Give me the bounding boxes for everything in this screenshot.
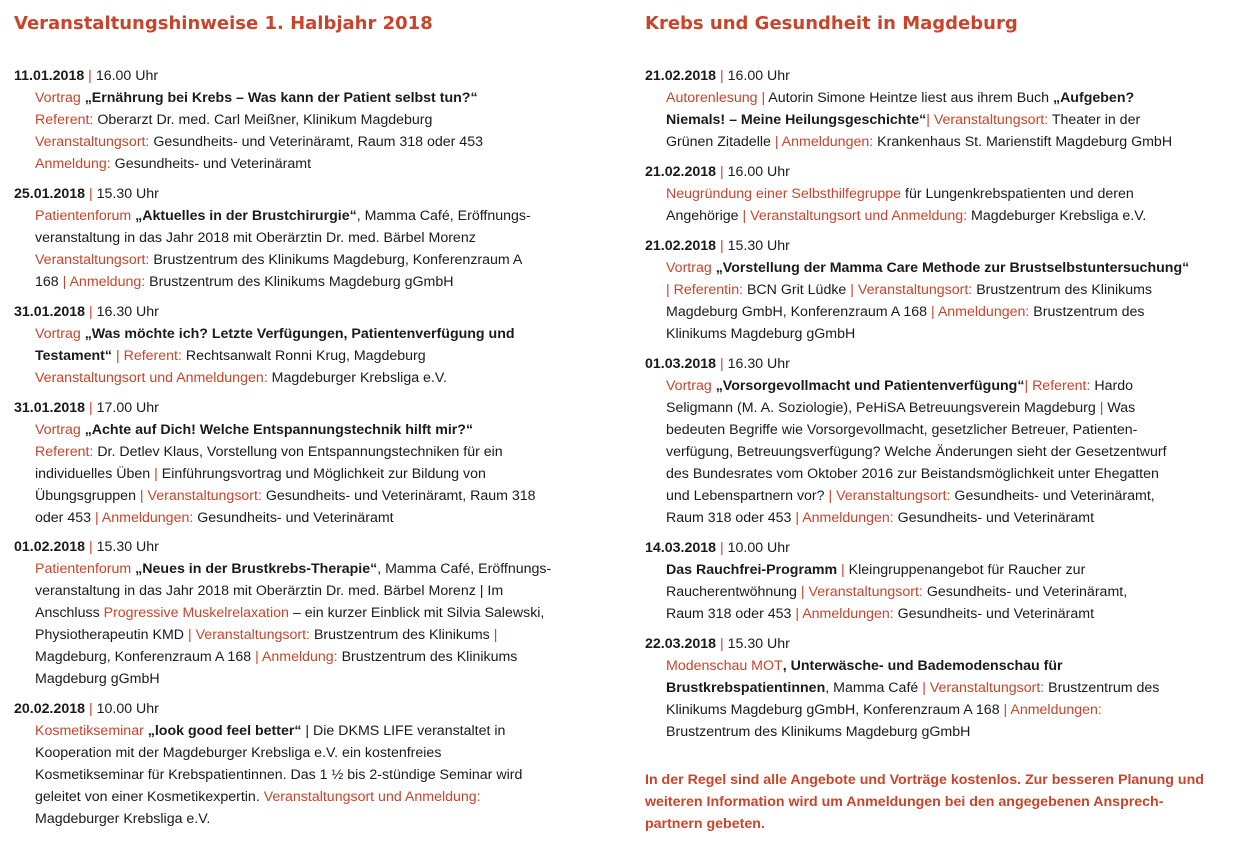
event-time: 15.30 Uhr (727, 238, 790, 254)
event-title: „Vorsorgevollmacht und Patientenverfügung“ (715, 378, 1025, 394)
field-label: Veranstaltungsort und Anmeldung: (263, 789, 481, 805)
event-date-line (645, 235, 1230, 257)
field-label: | Referentin: (666, 282, 747, 298)
event-description (645, 655, 1230, 743)
field-label: Veranstaltungsort und Anmeldungen: (35, 370, 272, 386)
field-label: Neugründung einer Selbsthilfegruppe (666, 186, 905, 202)
event-text: Gesundheits- und Veterinäramt, (954, 488, 1155, 504)
event-text: Raucherentwöhnung (666, 584, 801, 600)
event-text: und Lebenspartnern vor? (666, 488, 829, 504)
separator: | (84, 68, 96, 84)
field-label: | (841, 562, 849, 578)
event-description (645, 375, 1230, 529)
field-label: | Veranstaltungsort: (850, 282, 977, 298)
separator: | (716, 164, 728, 180)
event-entry (645, 537, 1230, 625)
event-time: 16.00 Uhr (95, 68, 159, 84)
event-text: Anschluss (35, 605, 104, 621)
event-text: Brustzentrum des Klinikums Magdeburg gGmbH (666, 724, 971, 740)
event-title: Niemals! – Meine Heilungsgeschichte“ (666, 112, 927, 128)
event-text: BCN Grit Lüdke (746, 282, 851, 298)
event-text: individuelles Üben (35, 466, 155, 482)
field-label: Autorenlesung | (666, 90, 769, 106)
event-time: 15.30 Uhr (727, 636, 790, 652)
event-text: 168 (35, 274, 63, 290)
field-label: | Veranstaltungsort: (800, 584, 927, 600)
event-title: , Unterwäsche- und Bademodenschau für (782, 658, 1063, 674)
event-title: „Vorstellung der Mamma Care Methode zur Brustselbstuntersuchung“ (715, 260, 1190, 276)
field-label: Vortrag (666, 378, 716, 394)
event-text: Theater in der (1051, 112, 1141, 128)
event-text: Rechtsanwalt Ronni Krug, Magdeburg (185, 348, 426, 364)
field-label: | (154, 466, 162, 482)
event-text: Raum 318 oder 453 (666, 606, 796, 622)
event-date: 20.02.2018 (14, 701, 86, 717)
event-text: Brustzentrum des Klinikums Magdeburg, Konferenzraum A (153, 252, 523, 268)
event-description (14, 720, 614, 830)
field-label: Referent: (35, 112, 98, 128)
separator: | (85, 400, 97, 416)
event-text: Physiotherapeutin KMD (35, 627, 188, 643)
field-label: | (493, 627, 498, 643)
event-text: Was (1107, 400, 1136, 416)
event-text: Magdeburg GmbH, Konferenzraum A 168 (666, 304, 931, 320)
left-section-title: Veranstaltungshinweise 1. Halbjahr 2018 (14, 13, 433, 34)
field-label: Vortrag (666, 260, 716, 276)
field-label: | Veranstaltungsort: (139, 488, 266, 504)
field-label: Vortrag (35, 422, 85, 438)
event-date-line (645, 161, 1230, 183)
event-text: Magdeburger Krebsliga e.V. (271, 370, 447, 386)
event-date: 31.01.2018 (14, 304, 86, 320)
event-date: 31.01.2018 (14, 400, 86, 416)
event-description (645, 257, 1230, 345)
field-label: | Referent: (1024, 378, 1095, 394)
event-text: , Mamma Café, Eröffnungs- (356, 208, 531, 224)
event-description (14, 205, 614, 293)
event-text: bedeuten Begriffe wie Vorsorgevollmacht, gesetzlicher Betreuer, Patienten- (666, 422, 1138, 438)
event-text: veranstaltung in das Jahr 2018 mit Oberärztin Dr. med. Bärbel Morenz | Im (35, 583, 504, 599)
field-label: | Referent: (115, 348, 186, 364)
event-time: 17.00 Uhr (96, 400, 159, 416)
event-date: 21.02.2018 (645, 164, 717, 180)
event-time: 15.30 Uhr (96, 186, 159, 202)
event-text: Kosmetikseminar für Krebspatientinnen. Das 1 ½ bis 2-stündige Seminar wird (35, 767, 523, 783)
event-text: Angehörige (666, 208, 743, 224)
footer-line: weiteren Information wird um Anmeldungen bei den angegebenen Ansprech- (645, 794, 1164, 810)
event-time: 10.00 Uhr (727, 540, 790, 556)
field-label: | Anmeldungen: (795, 510, 898, 526)
event-text: Magdeburg, Konferenzraum A 168 (35, 649, 256, 665)
event-entry (645, 161, 1230, 227)
field-label: Anmeldung: (35, 156, 115, 172)
event-text: des Bundesrates vom Oktober 2016 zur Beistandsmöglichkeit unter Ehegatten (666, 466, 1159, 482)
separator: | (716, 238, 728, 254)
event-text: Dr. Detlev Klaus, Vorstellung von Entspannungstechniken für ein (97, 444, 503, 460)
event-date: 21.02.2018 (645, 238, 717, 254)
field-label: | Veranstaltungsort: (922, 680, 1049, 696)
event-entry (14, 397, 614, 529)
event-text: Grünen Zitadelle (666, 134, 775, 150)
event-text: Brustzentrum des Klinikums (341, 649, 518, 665)
event-text: oder 453 (35, 510, 95, 526)
footer-note (645, 769, 1230, 835)
event-date-line (645, 65, 1230, 87)
event-description (645, 559, 1230, 625)
event-title: Brustkrebspatientinnen (666, 680, 826, 696)
event-text: Gesundheits- und Veterinäramt, Raum 318 (265, 488, 536, 504)
event-text: Gesundheits- und Veterinäramt (897, 606, 1095, 622)
event-title: „Aufgeben? (1052, 90, 1135, 106)
event-description (14, 87, 614, 175)
field-label: | Veranstaltungsort: (926, 112, 1052, 128)
field-label: Vortrag (35, 326, 85, 342)
event-entry (645, 353, 1230, 529)
field-label: | Anmeldungen: (94, 510, 198, 526)
event-text: – ein kurzer Einblick mit Silvia Salewski, (292, 605, 545, 621)
event-entry (14, 536, 614, 690)
event-date-line (14, 65, 614, 87)
event-title: „Neues in der Brustkrebs-Therapie“ (135, 561, 378, 577)
event-time: 16.00 Uhr (727, 68, 790, 84)
field-label: Veranstaltungsort: (35, 252, 154, 268)
event-title: Testament“ (35, 348, 116, 364)
right-section-title: Krebs und Gesundheit in Magdeburg (645, 13, 1018, 34)
event-entry (645, 633, 1230, 743)
event-date: 21.02.2018 (645, 68, 717, 84)
event-title: Das Rauchfrei-Programm (666, 562, 842, 578)
event-date-line (14, 397, 614, 419)
event-entry (645, 235, 1230, 345)
field-label: Patientenforum (35, 561, 136, 577)
event-text: , Mamma Café (825, 680, 923, 696)
event-entry (645, 65, 1230, 153)
event-time: 16.30 Uhr (727, 356, 790, 372)
event-text: Einführungsvortrag und Möglichkeit zur Bildung von (161, 466, 486, 482)
event-date-line (645, 353, 1230, 375)
event-text: Krankenhaus St. Marienstift Magdeburg GmbH (877, 134, 1173, 150)
field-label: Veranstaltungsort: (35, 134, 154, 150)
event-description (645, 183, 1230, 227)
event-date-line (645, 633, 1230, 655)
separator: | (716, 68, 728, 84)
event-date: 14.03.2018 (645, 540, 717, 556)
event-entry (14, 698, 614, 830)
event-text: Gesundheits- und Veterinäramt (897, 510, 1095, 526)
event-text: Gesundheits- und Veterinäramt, Raum 318 oder 453 (153, 134, 483, 150)
separator: | (716, 540, 728, 556)
event-date: 01.02.2018 (14, 539, 86, 555)
separator: | (85, 539, 97, 555)
event-text: Gesundheits- und Veterinäramt, (926, 584, 1128, 600)
separator: | (85, 186, 97, 202)
field-label: Kosmetikseminar (35, 723, 148, 739)
event-title: „look good feel better“ (147, 723, 306, 739)
event-date-line (14, 301, 614, 323)
event-date-line (14, 536, 614, 558)
field-label: | Veranstaltungsort: (188, 627, 314, 643)
event-date: 01.03.2018 (645, 356, 717, 372)
event-text: Hardo (1094, 378, 1134, 394)
event-text: Kleingruppenangebot für Raucher zur (848, 562, 1086, 578)
event-text: Brustzentrum des Klinikums (976, 282, 1153, 298)
event-text: Magdeburger Krebsliga e.V. (971, 208, 1147, 224)
footer-line: partnern gebeten. (645, 816, 765, 832)
event-text: Seligmann (M. A. Soziologie), PeHiSA Betreuungsverein Magdeburg (666, 400, 1100, 416)
event-text: Gesundheits- und Veterinäramt (114, 156, 312, 172)
event-date: 22.03.2018 (645, 636, 717, 652)
event-time: 16.00 Uhr (727, 164, 790, 180)
event-date-line (645, 537, 1230, 559)
event-text: Raum 318 oder 453 (666, 510, 796, 526)
event-text: Brustzentrum des Klinikums Magdeburg gGmbH (149, 274, 454, 290)
event-text: | Die DKMS LIFE veranstaltet in (305, 723, 506, 739)
event-date-line (14, 698, 614, 720)
event-text: Klinikums Magdeburg gGmbH (666, 326, 856, 342)
field-label: | Veranstaltungsort: (828, 488, 955, 504)
event-time: 15.30 Uhr (96, 539, 159, 555)
field-label: Vortrag (35, 90, 85, 106)
field-label: Patientenforum (35, 208, 136, 224)
event-description (645, 87, 1230, 153)
event-description (14, 419, 614, 529)
separator: | (85, 701, 97, 717)
field-label: Referent: (35, 444, 98, 460)
field-label: | Anmeldungen: (1003, 702, 1102, 718)
event-title: „Was möchte ich? Letzte Verfügungen, Patientenverfügung und (84, 326, 515, 342)
event-text: veranstaltung in das Jahr 2018 mit Oberärztin Dr. med. Bärbel Morenz (35, 230, 476, 246)
field-label: | Anmeldungen: (795, 606, 898, 622)
event-date: 11.01.2018 (14, 68, 85, 84)
event-text: Gesundheits- und Veterinäramt (197, 510, 394, 526)
field-label: | Anmeldungen: (930, 304, 1034, 320)
event-entry (14, 65, 614, 175)
event-description (14, 323, 614, 389)
event-text: Magdeburger Krebsliga e.V. (35, 811, 211, 827)
event-text: Brustzentrum des (1048, 680, 1160, 696)
event-text: geleitet von einer Kosmetikexpertin. (35, 789, 264, 805)
event-text: verfügung, Betreuungsverfügung? Welche Änderungen sieht der Gesetzentwurf (666, 444, 1167, 460)
event-text: Oberarzt Dr. med. Carl Meißner, Klinikum Magdeburg (97, 112, 433, 128)
event-text: Magdeburg gGmbH (35, 671, 160, 687)
event-text: Klinikums Magdeburg gGmbH, Konferenzraum A 168 (666, 702, 1004, 718)
separator: | (716, 636, 728, 652)
event-entry (14, 183, 614, 293)
event-title: „Aktuelles in der Brustchirurgie“ (135, 208, 357, 224)
event-text: Brustzentrum des Klinikums (313, 627, 494, 643)
event-title: „Achte auf Dich! Welche Entspannungstechnik hilft mir?“ (84, 422, 474, 438)
event-text: Übungsgruppen (35, 488, 140, 504)
field-label: Progressive Muskelrelaxation (103, 605, 293, 621)
event-text: für Lungenkrebspatienten und deren (905, 186, 1134, 202)
field-label: | Anmeldung: (62, 274, 150, 290)
field-label: | Veranstaltungsort und Anmeldung: (742, 208, 971, 224)
field-label: | Anmeldungen: (774, 134, 878, 150)
event-description (14, 558, 614, 690)
event-text: , Mamma Café, Eröffnungs- (377, 561, 552, 577)
event-text: Brustzentrum des (1033, 304, 1145, 320)
event-text: Kooperation mit der Magdeburger Krebsliga e.V. ein kostenfreies (35, 745, 442, 761)
event-date-line (14, 183, 614, 205)
event-title: „Ernährung bei Krebs – Was kann der Patient selbst tun?“ (84, 90, 478, 106)
field-label: Modenschau MOT (666, 658, 783, 674)
separator: | (716, 356, 728, 372)
event-date: 25.01.2018 (14, 186, 86, 202)
separator: | (85, 304, 97, 320)
field-label: | (1099, 400, 1108, 416)
event-entry (14, 301, 614, 389)
event-time: 10.00 Uhr (96, 701, 159, 717)
footer-line: In der Regel sind alle Angebote und Vorträge kostenlos. Zur besseren Planung und (645, 772, 1204, 788)
event-text: Autorin Simone Heintze liest aus ihrem Buch (768, 90, 1053, 106)
event-time: 16.30 Uhr (96, 304, 159, 320)
field-label: | Anmeldung: (255, 649, 342, 665)
